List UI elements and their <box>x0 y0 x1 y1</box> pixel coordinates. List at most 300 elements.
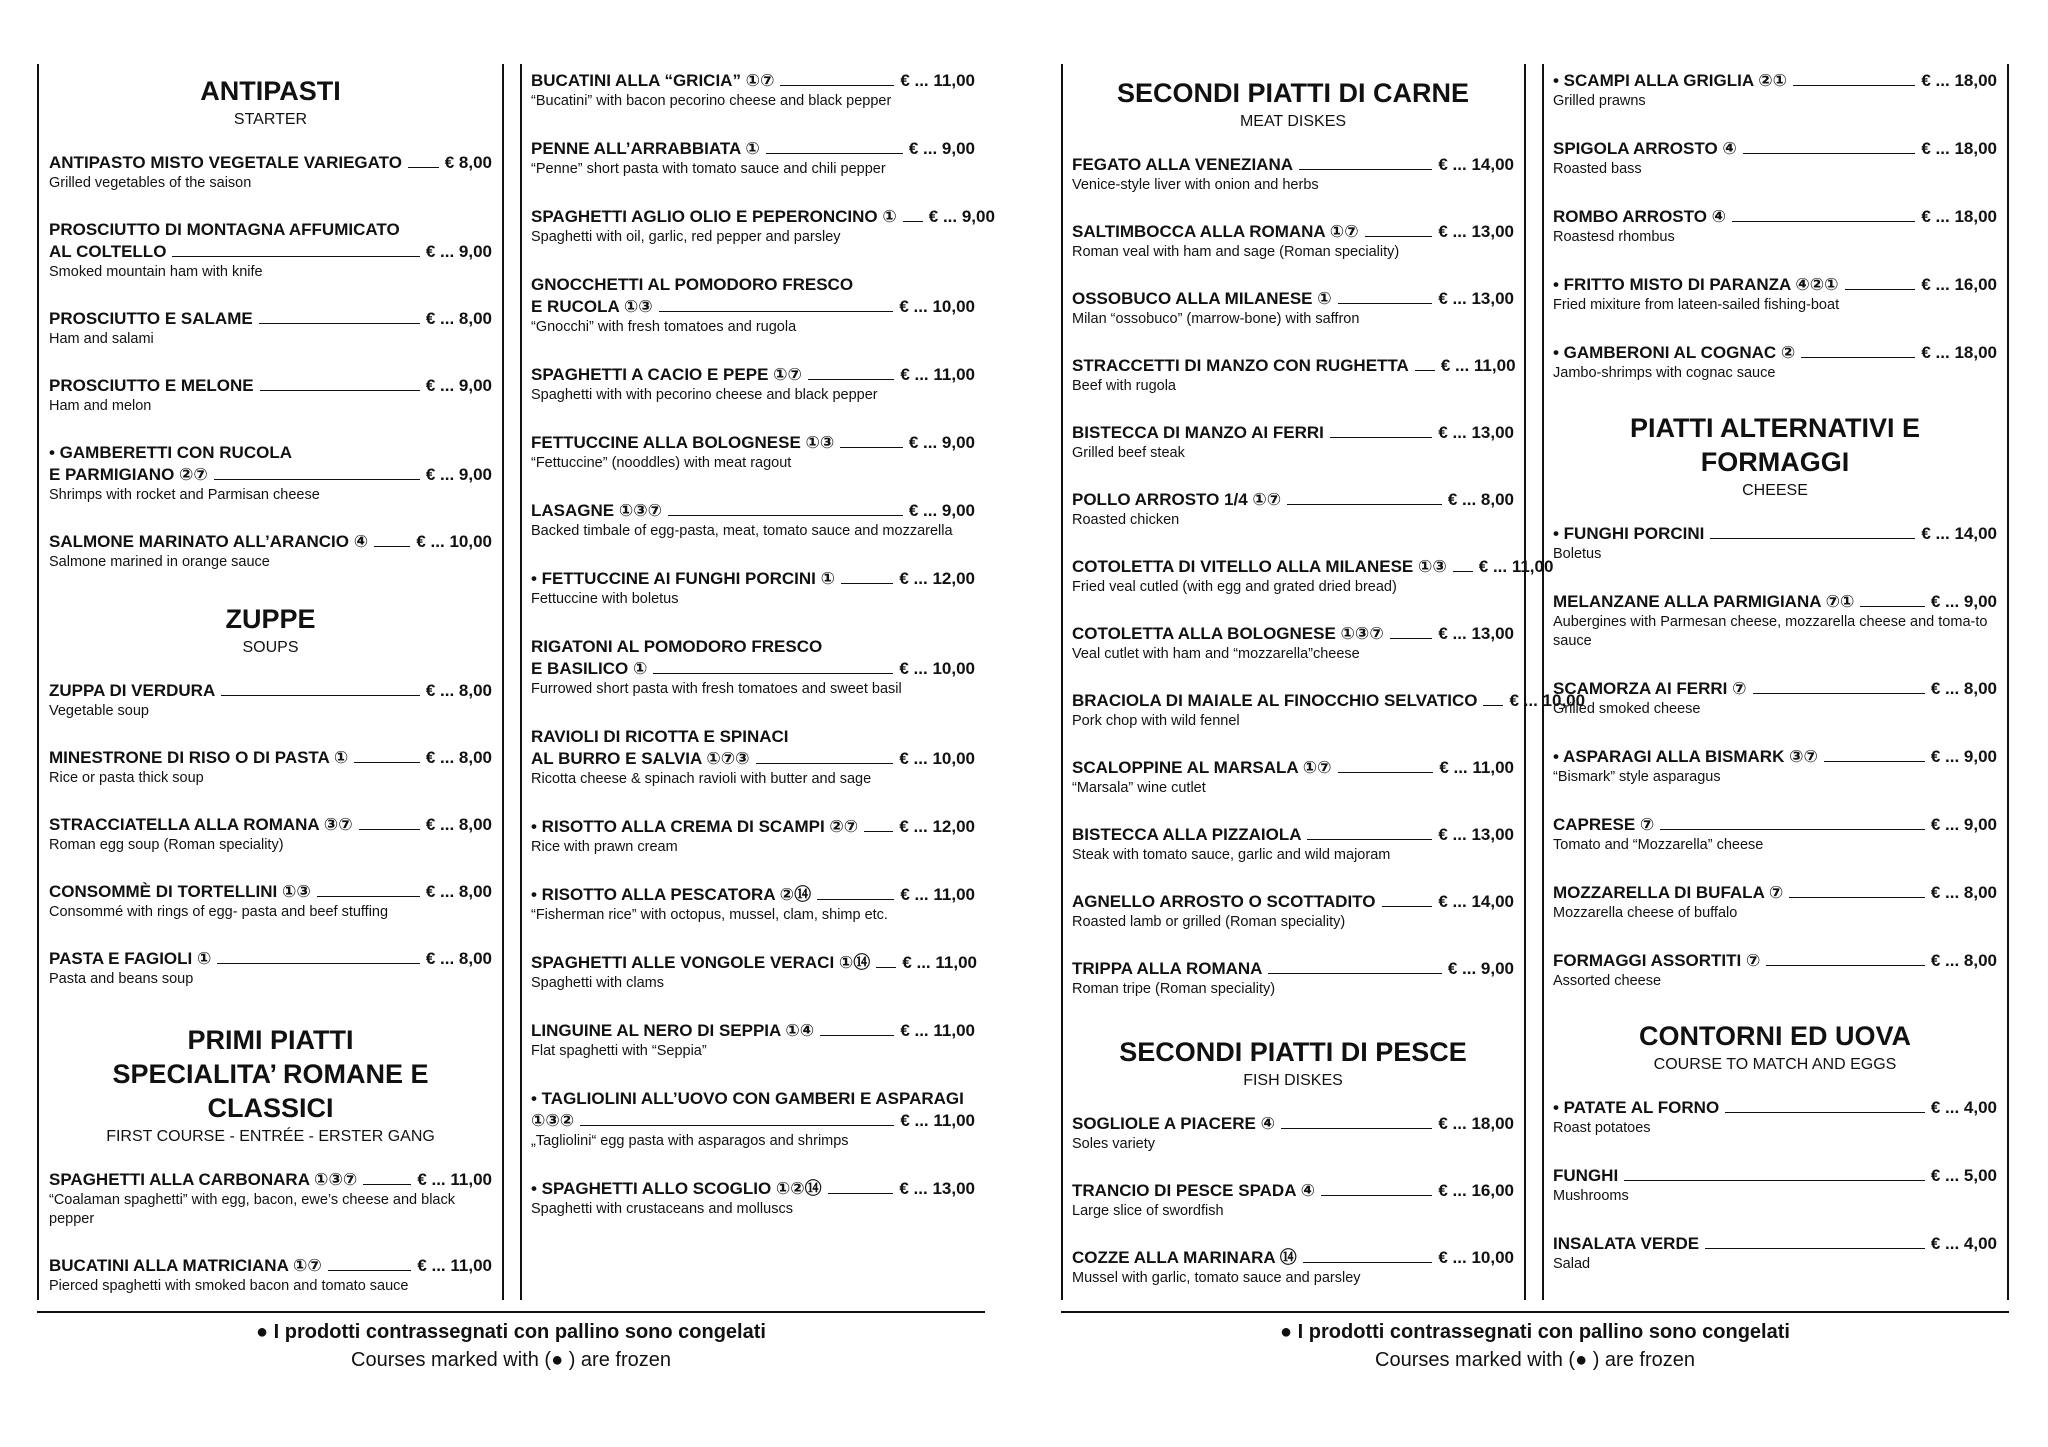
dish-name: E PARMIGIANO ②⑦ <box>49 465 208 484</box>
dish-price: € ... 13,00 <box>899 1179 975 1198</box>
dish-name: INSALATA VERDE <box>1553 1234 1700 1253</box>
menu-item <box>1072 1180 1514 1221</box>
dish-description: Consommé with rings of egg- pasta and beef stuffing <box>49 904 389 920</box>
dish-name: E BASILICO ① <box>531 659 648 678</box>
dish-name: SALMONE MARINATO ALL’ARANCIO ④ <box>49 532 369 551</box>
dish-name-line1: RIGATONI AL POMODORO FRESCO <box>531 637 823 656</box>
menu-item <box>1553 1233 1997 1274</box>
menu-item <box>1072 1113 1514 1154</box>
dish-description: “Gnocchi” with fresh tomatoes and rugola <box>531 319 797 335</box>
section-title: PRIMI PIATTI <box>187 1025 354 1055</box>
price-leader-line <box>1338 758 1434 773</box>
price-leader-line <box>172 242 419 257</box>
dish-line <box>49 1255 492 1277</box>
dish-price: € ... 8,00 <box>425 681 492 700</box>
menu-item <box>531 726 975 789</box>
dish-description: Grilled smoked cheese <box>1553 701 1701 717</box>
dish-line <box>1553 678 1997 700</box>
dish-price: € ... 9,00 <box>425 242 492 261</box>
dish-line <box>531 658 975 680</box>
dish-price: € ... 13,00 <box>1438 624 1514 643</box>
dish-line <box>1072 556 1554 578</box>
frozen-note-italian: ● I prodotti contrassegnati con pallino sono congelati <box>1280 1321 1790 1343</box>
menu-section <box>49 1023 492 1296</box>
menu-item <box>49 1169 492 1229</box>
dish-line <box>1072 891 1514 913</box>
dish-description: Beef with rugola <box>1072 378 1176 394</box>
price-leader-line <box>903 207 923 222</box>
dish-line <box>531 138 975 160</box>
dish-line <box>531 568 975 590</box>
dish-description: Spaghetti with crustaceans and molluscs <box>531 1201 793 1217</box>
dish-line <box>531 1110 975 1132</box>
menu-item <box>531 138 975 179</box>
dish-name: SPIGOLA ARROSTO ④ <box>1553 139 1737 158</box>
price-leader-line <box>876 953 896 968</box>
dish-name-line1: PROSCIUTTO DI MONTAGNA AFFUMICATO <box>49 220 400 239</box>
dish-price: € ... 11,00 <box>417 1256 492 1275</box>
section-title: SECONDI PIATTI DI CARNE <box>1116 78 1469 108</box>
dish-name: MOZZARELLA DI BUFALA ⑦ <box>1553 883 1784 902</box>
price-leader-line <box>214 465 420 480</box>
menu-item <box>1553 1097 1997 1138</box>
section-title: PIATTI ALTERNATIVI E FORMAGGI <box>1630 413 1920 477</box>
menu-item <box>49 442 492 505</box>
menu-item <box>1072 422 1514 463</box>
dish-description: Assorted cheese <box>1553 973 1662 989</box>
dish-price: € ... 12,00 <box>899 569 975 588</box>
dish-price: € ... 9,00 <box>425 376 492 395</box>
menu-item <box>1072 288 1514 329</box>
price-leader-line <box>328 1256 412 1271</box>
dish-description: Tomato and “Mozzarella” cheese <box>1553 837 1764 853</box>
dish-price: € ... 13,00 <box>1438 222 1514 241</box>
dish-name: STRACCIATELLA ALLA ROMANA ③⑦ <box>49 815 353 834</box>
price-leader-line <box>1845 275 1916 290</box>
dish-description: Large slice of swordfish <box>1072 1203 1224 1219</box>
menu-item <box>49 219 492 282</box>
dish-name: PENNE ALL’ARRABBIATA ① <box>531 139 760 158</box>
dish-price: € ... 18,00 <box>1921 343 1997 362</box>
dish-name: MINESTRONE DI RISO O DI PASTA ① <box>49 748 349 767</box>
dish-description: Rice with prawn cream <box>531 839 678 855</box>
menu-item <box>531 1020 975 1061</box>
dish-name: BRACIOLA DI MAIALE AL FINOCCHIO SELVATICO <box>1072 691 1478 710</box>
dish-description: Mushrooms <box>1553 1188 1629 1204</box>
dish-price: € ... 8,00 <box>425 882 492 901</box>
price-leader-line <box>840 433 903 448</box>
dish-price: € ... 18,00 <box>1921 71 1997 90</box>
dish-price: € ... 10,00 <box>416 532 492 551</box>
dish-name: SPAGHETTI AGLIO OLIO E PEPERONCINO ① <box>531 207 897 226</box>
dish-price: € ... 8,00 <box>1447 490 1514 509</box>
dish-price: € ... 11,00 <box>900 365 975 384</box>
dish-line <box>1072 355 1514 377</box>
footer-rule-right <box>1061 1311 2009 1313</box>
price-leader-line <box>841 569 893 584</box>
dish-name: SPAGHETTI A CACIO E PEPE ①⑦ <box>531 365 802 384</box>
dish-line <box>1072 1180 1514 1202</box>
dish-name-line1: • GAMBERETTI CON RUCOLA <box>49 443 292 462</box>
dish-price: € ... 13,00 <box>1438 289 1514 308</box>
dish-line <box>1072 288 1514 310</box>
dish-price: € ... 16,00 <box>1438 1181 1514 1200</box>
dish-price: € ... 14,00 <box>1438 155 1514 174</box>
dish-name: SPAGHETTI ALLA CARBONARA ①③⑦ <box>49 1170 358 1189</box>
section-title: SECONDI PIATTI DI PESCE <box>1119 1037 1467 1067</box>
price-leader-line <box>1415 356 1435 371</box>
price-leader-line <box>1303 1248 1433 1263</box>
dish-price: € ... 9,00 <box>1447 959 1514 978</box>
price-leader-line <box>820 1021 894 1036</box>
price-leader-line <box>1660 815 1925 830</box>
menu-item <box>49 747 492 788</box>
section-title: ANTIPASTI <box>200 76 341 106</box>
dish-description: Ricotta cheese & spinach ravioli with butter and sage <box>531 771 872 787</box>
dish-description: Veal cutlet with ham and “mozzarella”cheese <box>1072 646 1360 662</box>
dish-description: Soles variety <box>1072 1136 1156 1152</box>
dish-line <box>1553 342 1997 364</box>
dish-description: Steak with tomato sauce, garlic and wild majoram <box>1072 847 1391 863</box>
dish-description: Ham and melon <box>49 398 152 414</box>
menu-item <box>49 881 492 922</box>
dish-line <box>1553 70 1997 92</box>
menu-item <box>1553 882 1997 923</box>
dish-price: € ... 11,00 <box>1439 758 1514 777</box>
menu-item <box>1553 138 1997 179</box>
menu-item <box>531 636 975 699</box>
dish-name: LASAGNE ①③⑦ <box>531 501 663 520</box>
dish-description: Spaghetti with clams <box>531 975 664 991</box>
section-subtitle: STARTER <box>233 111 308 128</box>
menu-item <box>1553 746 1997 787</box>
dish-name: BISTECCA ALLA PIZZAIOLA <box>1072 825 1302 844</box>
dish-name: • SCAMPI ALLA GRIGLIA ②① <box>1553 71 1788 90</box>
dish-price: € ... 10,00 <box>899 297 975 316</box>
price-leader-line <box>1732 207 1915 222</box>
dish-line <box>49 464 492 486</box>
menu-item <box>531 206 995 247</box>
menu-section <box>49 602 492 989</box>
dish-name: STRACCETTI DI MANZO CON RUGHETTA <box>1072 356 1409 375</box>
price-leader-line <box>354 748 420 763</box>
price-leader-line <box>580 1111 894 1126</box>
dish-name: TRANCIO DI PESCE SPADA ④ <box>1072 1181 1315 1200</box>
price-leader-line <box>1789 883 1924 898</box>
menu-section <box>1072 1035 1514 1288</box>
menu-section <box>49 74 492 572</box>
dish-description: Mussel with garlic, tomato sauce and parsley <box>1072 1270 1361 1286</box>
dish-name: COZZE ALLA MARINARA ⑭ <box>1072 1248 1297 1267</box>
dish-description: „Tagliolini“ egg pasta with asparagos and shrimps <box>531 1133 849 1149</box>
dish-name: • SPAGHETTI ALLO SCOGLIO ①②⑭ <box>531 1179 822 1198</box>
price-leader-line <box>1624 1166 1925 1181</box>
dish-price: € ... 13,00 <box>1438 825 1514 844</box>
dish-price: € ... 10,00 <box>1438 1248 1514 1267</box>
dish-line <box>531 816 975 838</box>
dish-name: ROMBO ARROSTO ④ <box>1553 207 1727 226</box>
column-rule <box>520 64 522 1300</box>
dish-name: CAPRESE ⑦ <box>1553 815 1655 834</box>
menu-section <box>531 70 995 1219</box>
dish-price: € ... 9,00 <box>908 139 975 158</box>
menu-item <box>49 948 492 989</box>
menu-column-primi <box>523 64 995 1300</box>
dish-line <box>1553 950 1997 972</box>
menu-item <box>531 70 975 111</box>
dish-price: € ... 11,00 <box>1478 557 1554 576</box>
menu-section <box>1553 70 1997 383</box>
dish-price: € ... 8,00 <box>1930 951 1997 970</box>
dish-line <box>1072 154 1514 176</box>
price-leader-line <box>668 501 903 516</box>
dish-line <box>49 747 492 769</box>
price-leader-line <box>1860 592 1924 607</box>
dish-description: Roasted lamb or grilled (Roman speciality) <box>1072 914 1346 930</box>
price-leader-line <box>260 376 420 391</box>
dish-line <box>49 1169 492 1191</box>
dish-line <box>531 70 975 92</box>
dish-line <box>1553 274 1997 296</box>
dish-description: “Marsala” wine cutlet <box>1072 780 1206 796</box>
dish-price: € ... 9,00 <box>425 465 492 484</box>
dish-description: Spaghetti with oil, garlic, red pepper and parsley <box>531 229 841 245</box>
dish-price: € ... 11,00 <box>417 1170 492 1189</box>
dish-line <box>1072 1113 1514 1135</box>
menu-item <box>1553 342 1997 383</box>
price-leader-line <box>408 153 439 168</box>
section-subtitle: COURSE TO MATCH AND EGGS <box>1653 1056 1897 1073</box>
dish-price: € ... 14,00 <box>1921 524 1997 543</box>
dish-description: Boletus <box>1553 546 1602 562</box>
dish-name: SALTIMBOCCA ALLA ROMANA ①⑦ <box>1072 222 1359 241</box>
dish-description: Aubergines with Parmesan cheese, mozzarella cheese and toma-to sauce <box>1553 614 1988 649</box>
dish-price: € ... 10,00 <box>1509 691 1586 710</box>
dish-name: • RISOTTO ALLA PESCATORA ②⑭ <box>531 885 812 904</box>
dish-description: Roman tripe (Roman speciality) <box>1072 981 1276 997</box>
dish-line <box>531 884 975 906</box>
dish-description: Grilled beef steak <box>1072 445 1185 461</box>
column-rule <box>1061 64 1063 1300</box>
dish-line <box>531 952 975 974</box>
dish-name: PROSCIUTTO E MELONE <box>49 376 254 395</box>
dish-name: CONSOMMÈ DI TORTELLINI ①③ <box>49 882 311 901</box>
price-leader-line <box>1793 71 1915 86</box>
price-leader-line <box>828 1179 894 1194</box>
price-leader-line <box>1365 222 1433 237</box>
dish-line <box>1553 591 1997 613</box>
dish-name: SCALOPPINE AL MARSALA ①⑦ <box>1072 758 1332 777</box>
dish-name: BUCATINI ALLA MATRICIANA ①⑦ <box>49 1256 322 1275</box>
dish-line <box>1072 690 1586 712</box>
dish-name: FORMAGGI ASSORTITI ⑦ <box>1553 951 1761 970</box>
price-leader-line <box>1453 557 1473 572</box>
menu-item <box>1072 154 1514 195</box>
dish-name: ZUPPA DI VERDURA <box>49 681 216 700</box>
dish-line <box>49 881 492 903</box>
menu-item <box>1553 1165 1997 1206</box>
dish-line <box>49 308 492 330</box>
dish-description: Mozzarella cheese of buffalo <box>1553 905 1738 921</box>
dish-description: Pork chop with wild fennel <box>1072 713 1240 729</box>
dish-description: Venice-style liver with onion and herbs <box>1072 177 1319 193</box>
dish-name-line1: RAVIOLI DI RICOTTA E SPINACI <box>531 727 789 746</box>
dish-description: Fried veal cutled (with egg and grated dried bread) <box>1072 579 1397 595</box>
dish-name: E RUCOLA ①③ <box>531 297 653 316</box>
column-rule <box>1542 64 1544 1300</box>
menu-item <box>49 308 492 349</box>
dish-name: • ASPARAGI ALLA BISMARK ③⑦ <box>1553 747 1818 766</box>
menu-item <box>1072 757 1514 798</box>
dish-line <box>1553 206 1997 228</box>
dish-line <box>531 1020 975 1042</box>
dish-line <box>1553 1165 1997 1187</box>
menu-item <box>1553 70 1997 111</box>
dish-name: SCAMORZA AI FERRI ⑦ <box>1553 679 1747 698</box>
dish-description: Fried mixiture from lateen-sailed fishing-boat <box>1553 297 1840 313</box>
menu-item <box>531 816 975 857</box>
section-subtitle: SOUPS <box>242 639 299 656</box>
price-leader-line <box>1338 289 1433 304</box>
dish-line <box>49 680 492 702</box>
dish-description: “Coalaman spaghetti” with egg, bacon, ewe’s cheese and black pepper <box>49 1192 455 1227</box>
dish-line <box>531 748 975 770</box>
dish-price: € ... 11,00 <box>900 1111 975 1130</box>
price-leader-line <box>756 749 894 764</box>
dish-line <box>49 375 492 397</box>
column-rule <box>502 64 504 1300</box>
dish-line <box>1072 422 1514 444</box>
dish-description: Spaghetti with with pecorino cheese and black pepper <box>531 387 878 403</box>
menu-column-antipasti <box>41 64 500 1300</box>
frozen-note-italian: ● I prodotti contrassegnati con pallino sono congelati <box>256 1321 766 1343</box>
dish-name-line1: GNOCCHETTI AL POMODORO FRESCO <box>531 275 854 294</box>
dish-line <box>1553 1233 1997 1255</box>
dish-price: € ... 9,00 <box>1930 815 1997 834</box>
dish-name: COTOLETTA DI VITELLO ALLA MILANESE ①③ <box>1072 557 1447 576</box>
dish-name: ①③② <box>531 1111 575 1130</box>
dish-name: MELANZANE ALLA PARMIGIANA ⑦① <box>1553 592 1855 611</box>
menu-item <box>531 1088 975 1151</box>
dish-price: € ... 11,00 <box>900 71 975 90</box>
dish-price: € ... 16,00 <box>1921 275 1997 294</box>
dish-name: BISTECCA DI MANZO AI FERRI <box>1072 423 1324 442</box>
dish-name: AL BURRO E SALVIA ①⑦③ <box>531 749 750 768</box>
menu-item <box>49 375 492 416</box>
dish-description: Backed timbale of egg-pasta, meat, tomato sauce and mozzarella <box>531 523 953 539</box>
menu-item <box>1072 221 1514 262</box>
menu-item <box>531 364 975 405</box>
menu-item <box>1072 891 1514 932</box>
dish-description: Fettuccine with boletus <box>531 591 679 607</box>
menu-item <box>1553 523 1997 564</box>
price-leader-line <box>1268 959 1441 974</box>
price-leader-line <box>359 815 420 830</box>
dish-line <box>1553 882 1997 904</box>
price-leader-line <box>1705 1234 1925 1249</box>
dish-name: • PATATE AL FORNO <box>1553 1098 1720 1117</box>
dish-line <box>531 296 975 318</box>
menu-item <box>531 432 975 473</box>
menu-item <box>1072 958 1514 999</box>
menu-item <box>1553 206 1997 247</box>
dish-name-line1: • TAGLIOLINI ALL’UOVO CON GAMBERI E ASPARAGI <box>531 1089 964 1108</box>
dish-description: “Bismark” style asparagus <box>1553 769 1721 785</box>
dish-description: Salmone marined in orange sauce <box>49 554 270 570</box>
dish-description: “Fettuccine” (nooddles) with meat ragout <box>531 455 792 471</box>
dish-description: “Fisherman rice” with octopus, mussel, clam, shimp etc. <box>531 907 888 923</box>
dish-price: € ... 4,00 <box>1930 1234 1997 1253</box>
dish-name: ANTIPASTO MISTO VEGETALE VARIEGATO <box>49 153 402 172</box>
dish-name: AGNELLO ARROSTO O SCOTTADITO <box>1072 892 1376 911</box>
dish-description: Grilled vegetables of the saison <box>49 175 252 191</box>
price-leader-line <box>1710 524 1915 539</box>
menu-item <box>1072 1247 1514 1288</box>
price-leader-line <box>1390 624 1433 639</box>
dish-description: “Penne” short pasta with tomato sauce and chili pepper <box>531 161 886 177</box>
price-leader-line <box>1801 343 1915 358</box>
dish-price: € ... 18,00 <box>1921 139 1997 158</box>
price-leader-line <box>766 139 903 154</box>
dish-name: BUCATINI ALLA “GRICIA” ①⑦ <box>531 71 775 90</box>
column-rule <box>2007 64 2009 1300</box>
dish-price: € ... 8,00 <box>1930 679 1997 698</box>
menu-item <box>531 274 975 337</box>
dish-line <box>1072 824 1514 846</box>
dish-description: Roasted chicken <box>1072 512 1180 528</box>
section-title-secondary: SPECIALITA’ ROMANE E CLASSICI <box>112 1059 429 1123</box>
menu-item <box>1072 355 1514 396</box>
price-leader-line <box>780 71 894 86</box>
dish-price: € ... 9,00 <box>1930 592 1997 611</box>
price-leader-line <box>653 659 893 674</box>
menu-item <box>1072 824 1514 865</box>
dish-name: FETTUCCINE ALLA BOLOGNESE ①③ <box>531 433 835 452</box>
dish-description: Roman egg soup (Roman speciality) <box>49 837 284 853</box>
price-leader-line <box>1766 951 1924 966</box>
price-leader-line <box>259 309 420 324</box>
dish-line <box>1553 1097 1997 1119</box>
menu-item <box>1072 489 1514 530</box>
dish-description: Furrowed short pasta with fresh tomatoes and sweet basil <box>531 681 902 697</box>
dish-price: € ... 14,00 <box>1438 892 1514 911</box>
dish-description: Roman veal with ham and sage (Roman speciality) <box>1072 244 1400 260</box>
dish-name: SOGLIOLE A PIACERE ④ <box>1072 1114 1275 1133</box>
menu-item <box>49 1255 492 1296</box>
column-rule <box>1524 64 1526 1300</box>
menu-item <box>1553 591 1997 651</box>
price-leader-line <box>1824 747 1925 762</box>
dish-price: € ... 9,00 <box>928 207 995 226</box>
dish-line <box>49 152 492 174</box>
frozen-note-right <box>1061 1318 2009 1374</box>
price-leader-line <box>1725 1098 1925 1113</box>
dish-description: Roastesd rhombus <box>1553 229 1675 245</box>
price-leader-line <box>1299 155 1432 170</box>
price-leader-line <box>1382 892 1433 907</box>
price-leader-line <box>817 885 894 900</box>
dish-description: Smoked mountain ham with knife <box>49 264 263 280</box>
section-subtitle: CHEESE <box>1742 482 1808 499</box>
section-subtitle: FIRST COURSE - ENTRÉE - ERSTER GANG <box>106 1128 435 1145</box>
dish-description: Ham and salami <box>49 331 154 347</box>
price-leader-line <box>1330 423 1433 438</box>
menu-item <box>531 884 975 925</box>
price-leader-line <box>1743 139 1916 154</box>
menu-item <box>1553 678 1997 719</box>
dish-price: € ... 12,00 <box>899 817 975 836</box>
dish-line <box>49 948 492 970</box>
